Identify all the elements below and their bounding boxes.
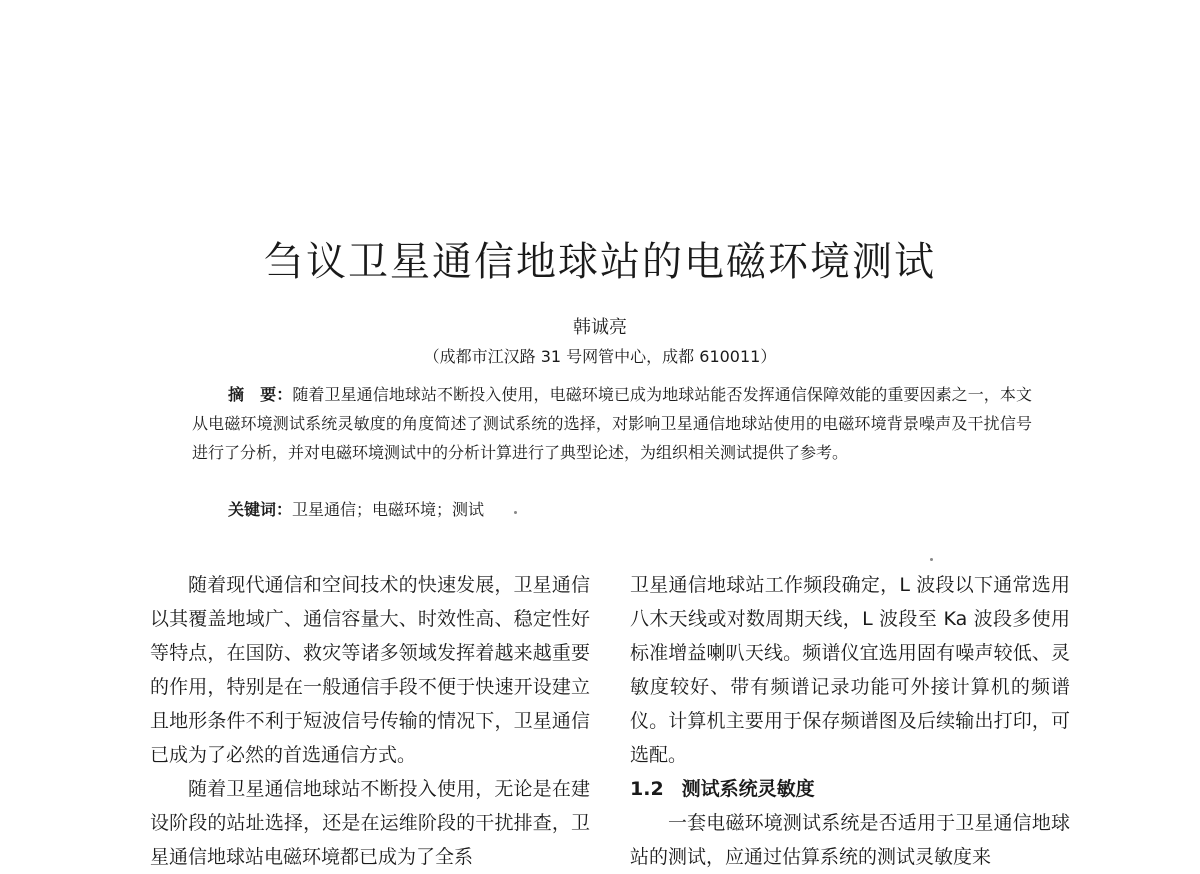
body-paragraph: 一套电磁环境测试系统是否适用于卫星通信地球站的测试，应通过估算系统的测试灵敏度来 bbox=[630, 812, 1070, 868]
section-number: 1.2 bbox=[630, 778, 664, 800]
author-affiliation: （成都市江汉路 31 号网管中心，成都 610011） bbox=[423, 347, 777, 366]
abstract-block bbox=[192, 380, 1032, 467]
paper-title: 刍议卫星通信地球站的电磁环境测试 bbox=[264, 239, 936, 285]
scan-speck bbox=[930, 558, 933, 561]
body-paragraph: 随着现代通信和空间技术的快速发展，卫星通信以其覆盖地域广、通信容量大、时效性高、稳定性好等特点，在国防、救灾等诸多领域发挥着越来越重要的作用，特别是在一般通信手段不便于快速开设建立且地形条件不利于短波信号传输的情况下，卫星通信已成为了必然的首选通信方式。 bbox=[150, 574, 590, 766]
body-paragraph: 卫星通信地球站工作频段确定，L 波段以下通常选用八木天线或对数周期天线，L 波段至 Ka 波段多使用标准增益喇叭天线。频谱仪宜选用固有噪声较低、灵敏度较好、带有频谱记录功能可外接计算机的频谱仪。计算机主要用于保存频谱图及后续输出打印，可选配。 bbox=[630, 574, 1070, 766]
body-column-right bbox=[630, 568, 1070, 874]
keywords-label: 关键词： bbox=[228, 500, 293, 519]
keywords-text: 卫星通信；电磁环境；测试 bbox=[292, 500, 485, 519]
body-paragraph: 随着卫星通信地球站不断投入使用，无论是在建设阶段的站址选择，还是在运维阶段的干扰排查，卫星通信地球站电磁环境都已成为了全系 bbox=[150, 778, 590, 868]
section-heading bbox=[630, 772, 1070, 806]
author-name: 韩诚亮 bbox=[573, 317, 627, 338]
abstract-text: 随着卫星通信地球站不断投入使用，电磁环境已成为地球站能否发挥通信保障效能的重要因素之一，本文从电磁环境测试系统灵敏度的角度简述了测试系统的选择，对影响卫星通信地球站使用的电磁环境背景噪声及干扰信号进行了分析，并对电磁环境测试中的分析计算进行了典型论述，为组织相关测试提供了参考。 bbox=[192, 385, 1032, 462]
keywords-block bbox=[228, 497, 484, 520]
scan-speck bbox=[514, 511, 517, 514]
abstract-label: 摘 要： bbox=[228, 385, 293, 404]
body-column-left bbox=[150, 568, 590, 874]
section-title: 测试系统灵敏度 bbox=[681, 778, 815, 800]
